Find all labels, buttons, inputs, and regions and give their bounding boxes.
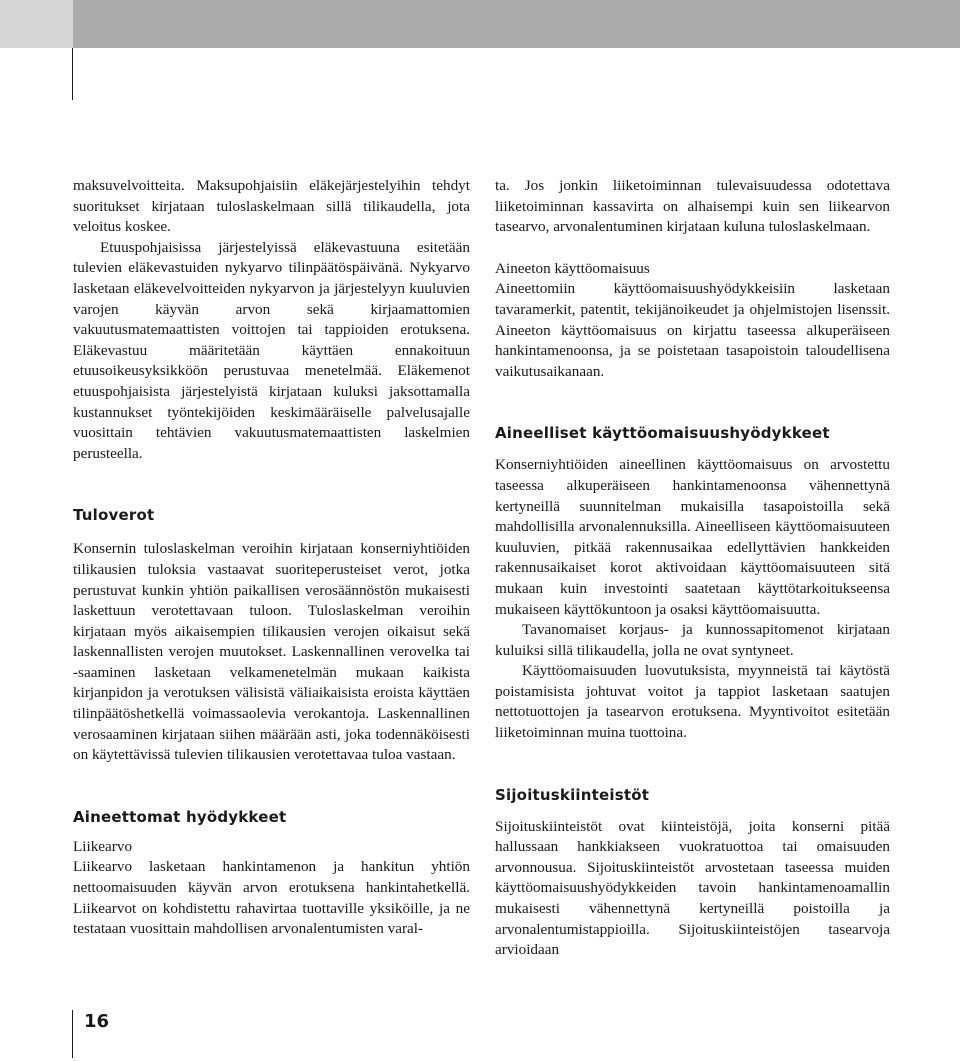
heading-income-taxes: Tuloverot [73, 506, 155, 525]
paragraph-goodwill-continued: ta. Jos jonkin liiketoiminnan tulevaisuudessa odotettava liiketoiminnan kassavirta on alhaisempi kuin sen liikearvon tasearvo, arvonalentuminen kirjataan kuluna tuloslaskelmaan. [495, 177, 890, 236]
header-band-margin [0, 0, 73, 48]
subheading-goodwill: Liikearvo [73, 837, 133, 855]
paragraph-disposals: Käyttöomaisuuden luovutuksista, myynneistä tai käytöstä poistamisista johtuvat voitot ja tappiot lasketaan saatujen nettotuottojen ja tasearvon erotuksena. Myyntivoitot esitetään liiketoiminnan muina tuottoina. [495, 662, 890, 742]
paragraph-goodwill: Liikearvo lasketaan hankintamenon ja hankitun yhtiön nettoomaisuuden käyvän arvon erotuksena hankintahetkellä. Liikearvot on kohdistettu rahavirtaa tuottaville yksiköille, ja ne testataan vuosittain mahdollisen arvonalentumisten varal- [73, 858, 470, 938]
header-rule [72, 48, 73, 100]
heading-tangible-assets: Aineelliset käyttöomaisuushyödykkeet [495, 424, 830, 443]
paragraph-tangible-assets: Konserniyhtiöiden aineellinen käyttöomaisuus on arvostettu taseessa alkuperäiseen hankintamenoonsa vähennettynä kertyneillä suunnitelman mukaisilla tasapoistoilla sekä mahdollisilla arvonalennuksilla. Aineelliseen käyttöomaisuuteen kuuluvien, pitkää rakennusaikaa edellyttävien hankkeiden rakennusaikaiset korot aktivoidaan käyttöomaisuuteen sitä mukaan kuin investointi saatetaan käyttötarkoitukseensa mukaiseen käyttökuntoon ja osaksi käyttöomaisuutta. [495, 456, 890, 618]
heading-investment-properties: Sijoituskiinteistöt [495, 785, 650, 804]
right-column [495, 176, 890, 961]
paragraph-investment-properties: Sijoituskiinteistöt ovat kiinteistöjä, joita konserni pitää hallussaan hankkiakseen vuokratuottoa tai omaisuuden arvonnousua. Sijoituskiinteistöt arvostetaan taseessa muiden käyttöomaisuushyödykkeiden tavoin hankintamenoamallin mukaisesti vähennettynä kertyneillä poistoilla ja arvonalentumistappioilla. Sijoituskiinteistöjen tasearvoja arvioidaan [495, 817, 890, 959]
subheading-intangible-fixed-assets: Aineeton käyttöomaisuus [495, 259, 650, 277]
paragraph-repair-costs: Tavanomaiset korjaus- ja kunnossapitomenot kirjataan kuluiksi sillä tilikaudella, jolla ne ovat syntyneet. [495, 621, 890, 659]
heading-intangible-assets: Aineettomat hyödykkeet [73, 807, 287, 826]
page-number: 16 [84, 1011, 110, 1032]
paragraph-defined-benefit: Etuuspohjaisissa järjestelyissä eläkevastuuna esitetään tulevien eläkevastuiden nykyarvo tilinpäätöspäivänä. Nykyarvo lasketaan eläkevelvoitteiden nykyarvon ja järjestelyyn kuuluvien varojen käyvän arvon sekä kirjaamattomien vakuutusmatemaattisten voittojen tai tappioiden erotuksena. Eläkevastuu määritetään käyttäen ennakoituun etuusoikeusyksikköön perustuvaa menetelmää. Eläkemenot etuuspohjaisista järjestelyistä kirjataan kuluksi jaksottamalla kustannukset työntekijöiden keskimääräiselle palvelusajalle vuosittain tehtävien vakuutusmatemaattisten laskelmien perusteella. [73, 238, 470, 462]
paragraph-income-taxes: Konsernin tuloslaskelman veroihin kirjataan konserniyhtiöiden tilikausien tuloksia vastaavat suoriteperusteiset verot, jotka perustuvat kunkin yhtiön paikallisen verosäännöstön mukaisesti laskettuun verotettavaan tuloon. Tuloslaskelman veroihin kirjataan myös aikaisempien tilikausien verojen oikaisut sekä laskennallisten verojen muutokset. Laskennallinen verovelka tai -saaminen lasketaan velkamenetelmän mukaan kaikista kirjanpidon ja verotuksen välisistä väliaikaisista eroista käyttäen tilinpäätöshetkellä voimassaolevia verokantoja. Laskennallinen verosaaminen kirjataan siihen määrään asti, joka todennäköisesti on käytettävissä tulevien tilikausien verotettavaa tuloa vastaan. [73, 540, 470, 764]
paragraph-pension-obligations: maksuvelvoitteita. Maksupohjaisiin eläkejärjestelyihin tehdyt suoritukset kirjataan tuloslaskelmaan sillä tilikaudella, jota veloitus koskee. [73, 177, 470, 236]
footer-rule [72, 1010, 73, 1058]
left-column [73, 176, 470, 940]
paragraph-intangible-fixed-assets: Aineettomiin käyttöomaisuushyödykkeisiin lasketaan tavaramerkit, patentit, tekijänoikeudet ja ohjelmistojen lisenssit. Aineeton käyttöomaisuus on kirjattu taseessa alkuperäiseen hankintamenoonsa, ja se poistetaan tasapoistoin taloudellisena vaikutusaikanaan. [495, 280, 890, 380]
header-band [0, 0, 960, 48]
